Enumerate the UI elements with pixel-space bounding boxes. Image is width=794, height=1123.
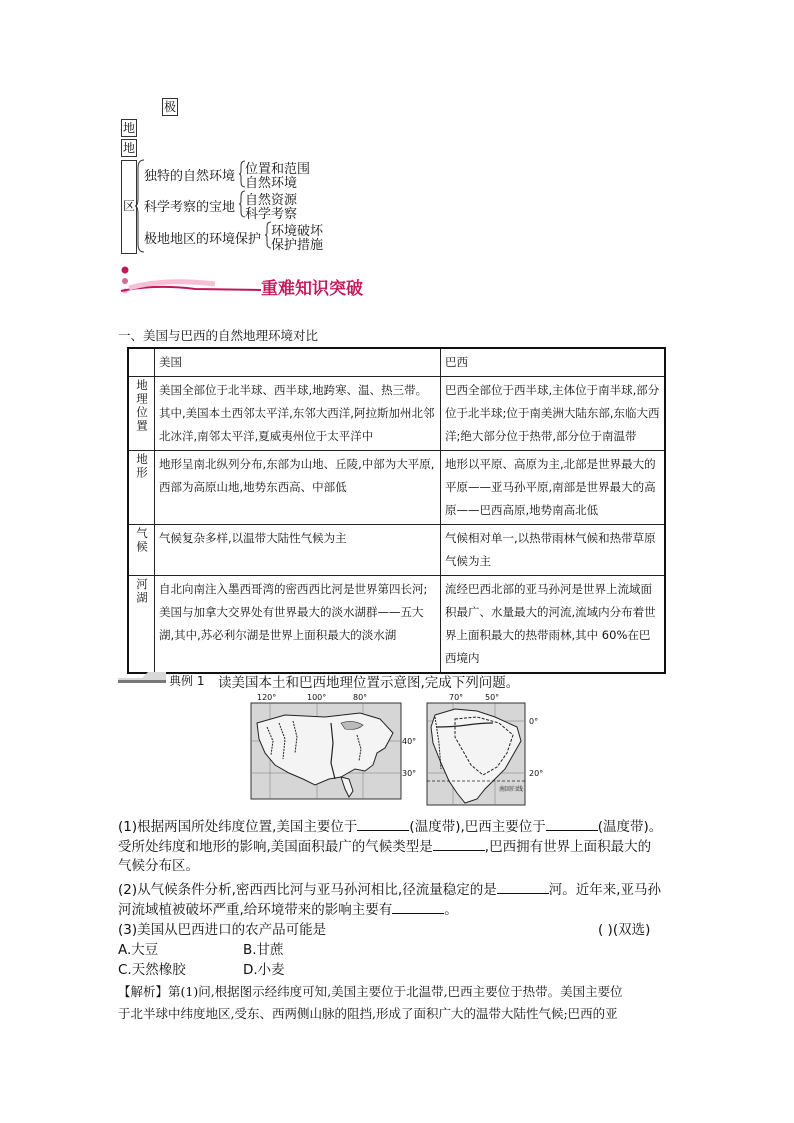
example-tag-shape: [118, 670, 166, 684]
analysis-line-2: 于北半球中纬度地区,受东、西两侧山脉的阻挡,形成了面积广大的温带大陆性气候;巴西的亚: [118, 1006, 618, 1021]
outline-sub-3a: 环境破坏: [271, 224, 324, 239]
outline-side-char: 区: [123, 199, 136, 213]
outline-sub-1a: 位置和范围: [245, 162, 311, 177]
outline-box-char: 极: [163, 100, 176, 114]
outline-branch-1: 独特的自然环境: [144, 169, 236, 184]
usa-map: [245, 693, 415, 808]
outline-sub-2a: 自然资源: [245, 193, 298, 208]
outline-box-char: 地: [122, 141, 135, 155]
row-label: 河湖: [128, 576, 155, 674]
answer-blank[interactable]: [433, 836, 485, 851]
map-label: 100°: [307, 693, 327, 702]
banner-title: 重难知识突破: [261, 279, 363, 299]
map-label: 0°: [529, 717, 539, 726]
map-label: 40°: [402, 737, 417, 746]
table-row: [128, 525, 665, 576]
map-label: 70°: [449, 693, 464, 702]
example-prompt: 读美国本土和巴西地理位置示意图,完成下列问题。: [218, 675, 520, 691]
cell-usa: 地形呈南北纵列分布,东部为山地、丘陵,中部为大平原,西部为高原山地,地势东西高、中部低: [155, 451, 441, 525]
cell-brazil: 巴西全部位于西半球,主体位于南半球,部分位于北半球;位于南美洲大陆东部,东临大西洋;绝大部分位于热带,部分位于南温带: [441, 377, 666, 451]
answer-blank[interactable]: [357, 816, 409, 831]
question-1-line-2: 受所处纬度和地形的影响,美国面积最广的气候类型是 ,巴西拥有世界上面积最大的: [118, 836, 651, 857]
usa-map-figure: [245, 693, 415, 808]
cell-usa: 自北向南注入墨西哥湾的密西西比河是世界第四长河;美国与加拿大交界处有世界最大的淡水湖群——五大湖,其中,苏必利尔湖是世界上面积最大的淡水湖: [155, 576, 441, 674]
table-header-brazil: 巴西: [441, 348, 666, 377]
table-header-usa: 美国: [155, 348, 441, 377]
cell-brazil: 流经巴西北部的亚马孙河是世界上流域面积最广、水量最大的河流,流域内分布着世界上面积最大的热带雨林,其中 60%在巴西境内: [441, 576, 666, 674]
outline-branch-2: 科学考察的宝地: [144, 200, 236, 215]
table-corner: [128, 348, 155, 377]
cell-brazil: 气候相对单一,以热带雨林气候和热带草原气候为主: [441, 525, 666, 576]
example-tag: 典例 1: [169, 674, 205, 688]
outline-branch-3: 极地地区的环境保护: [144, 232, 262, 247]
table-row: [128, 377, 665, 451]
option-a[interactable]: A.大豆: [118, 942, 159, 958]
cell-brazil: 地形以平原、高原为主,北部是世界最大的平原——亚马孙平原,南部是世界最大的高原——巴西高原,地势南高北低: [441, 451, 666, 525]
table-row: [128, 451, 665, 525]
question-3: (3)美国从巴西进口的农产品可能是: [118, 922, 327, 938]
outline-box-char: 地: [122, 121, 135, 135]
outline-sub-2b: 科学考察: [245, 207, 298, 222]
map-label: 120°: [257, 693, 277, 702]
table-row: [128, 576, 665, 674]
brazil-map: [425, 693, 550, 808]
row-label: 地形: [128, 451, 155, 525]
option-d[interactable]: D.小麦: [243, 962, 285, 978]
banner-decoration: [115, 262, 265, 302]
outline-sub-3b: 保护措施: [271, 238, 324, 253]
table-header-row: [128, 348, 665, 377]
comparison-table: [127, 347, 666, 674]
cell-usa: 气候复杂多样,以温带大陆性气候为主: [155, 525, 441, 576]
brazil-map-figure: [425, 693, 550, 808]
row-label: 地理位置: [128, 377, 155, 451]
option-b[interactable]: B.甘蔗: [243, 942, 284, 958]
question-1-line-1: (1)根据两国所处纬度位置,美国主要位于 (温度带),巴西主要位于 (温度带)。: [118, 816, 662, 837]
map-label: 20°: [529, 769, 544, 778]
cell-usa: 美国全部位于北半球、西半球,地跨寒、温、热三带。其中,美国本土西邻太平洋,东邻大西洋,阿拉斯加州北邻北冰洋,南邻太平洋,夏威夷州位于太平洋中: [155, 377, 441, 451]
question-3-choice-bracket[interactable]: ( )(双选): [598, 922, 651, 938]
row-label: 气候: [128, 525, 155, 576]
map-label-tropic: 南回归线: [499, 786, 524, 793]
section-heading: 一、美国与巴西的自然地理环境对比: [118, 328, 319, 343]
question-1-line-3: 气候分布区。: [118, 858, 199, 874]
outline-sub-1b: 自然环境: [245, 176, 298, 191]
map-label: 50°: [485, 693, 500, 702]
analysis-line-1: 【解析】第(1)问,根据图示经纬度可知,美国主要位于北温带,巴西主要位于热带。美国主要位: [118, 984, 623, 999]
answer-blank[interactable]: [546, 816, 598, 831]
answer-blank[interactable]: [497, 879, 549, 894]
option-c[interactable]: C.天然橡胶: [118, 962, 186, 978]
answer-blank[interactable]: [392, 899, 444, 914]
map-label: 80°: [353, 693, 368, 702]
map-label: 30°: [402, 769, 417, 778]
question-2-line-2: 河流域植被破坏严重,给环境带来的影响主要有 。: [118, 899, 458, 920]
question-2-line-1: (2)从气候条件分析,密西西比河与亚马孙河相比,径流量稳定的是 河。近年来,亚马孙: [118, 879, 661, 900]
